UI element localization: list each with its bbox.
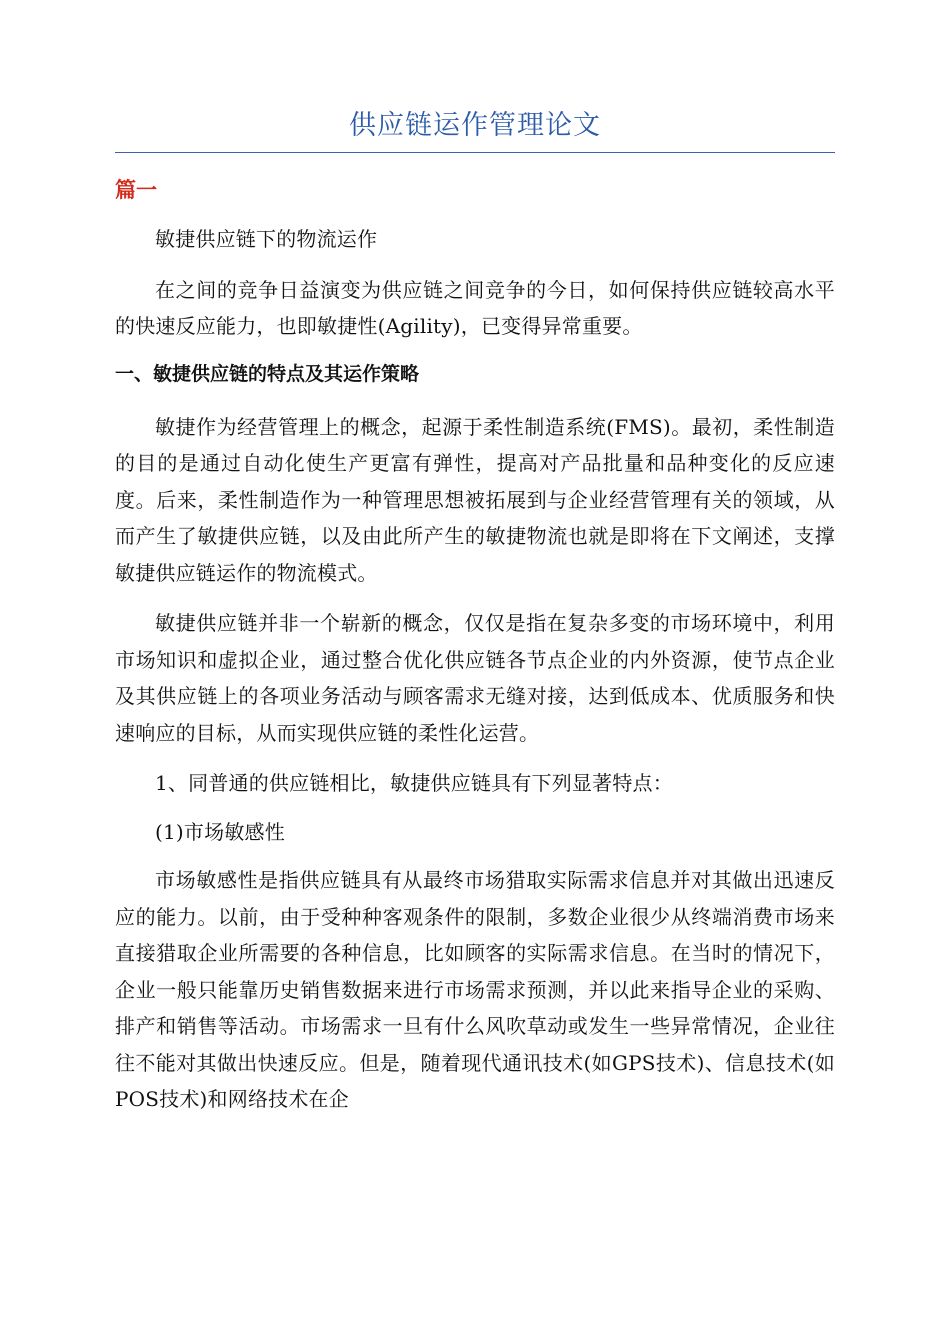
document-page — [115, 108, 835, 1132]
section-heading: 一、敏捷供应链的特点及其运作策略 — [115, 362, 420, 385]
article-subtitle: 敏捷供应链下的物流运作 — [155, 227, 378, 251]
document-title: 供应链运作管理论文 — [349, 110, 601, 141]
list-item: 1、同普通的供应链相比，敏捷供应链具有下列显著特点： — [155, 771, 673, 795]
body-paragraph: 敏捷供应链并非一个崭新的概念，仅仅是指在复杂多变的市场环境中，利用市场知识和虚拟企业，通过整合优化供应链各节点企业的内外资源，使节点企业及其供应链上的各项业务活动与顾客需求无缝对接，达到低成本、优质服务和快速响应的目标，从而实现供应链的柔性化运营。 — [115, 611, 835, 745]
sub-list-item: (1)市场敏感性 — [155, 819, 285, 844]
intro-paragraph: 在之间的竞争日益演变为供应链之间竞争的今日，如何保持供应链较高水平的快速反应能力，也即敏捷性(Agility)，已变得异常重要。 — [115, 277, 835, 338]
title-underline — [115, 152, 835, 153]
body-paragraph: 敏捷作为经营管理上的概念，起源于柔性制造系统(FMS)。最初，柔性制造的目的是通过自动化使生产更富有弹性，提高对产品批量和品种变化的反应速度。后来，柔性制造作为一种管理思想被拓展到与企业经营管理有关的领域，从而产生了敏捷供应链，以及由此所产生的敏捷物流也就是即将在下文阐述，支撑敏捷供应链运作的物流模式。 — [115, 414, 835, 585]
section-label: 篇一 — [115, 178, 157, 202]
body-paragraph: 市场敏感性是指供应链具有从最终市场猎取实际需求信息并对其做出迅速反应的能力。以前，由于受种种客观条件的限制，多数企业很少从终端消费市场来直接猎取企业所需要的各种信息，比如顾客的实际需求信息。在当时的情况下，企业一般只能靠历史销售数据来进行市场需求预测，并以此来指导企业的采购、排产和销售等活动。市场需求一旦有什么风吹草动或发生一些异常情况，企业往往不能对其做出快速反应。但是，随着现代通讯技术(如GPS技术)、信息技术(如POS技术)和网络技术在企 — [115, 868, 835, 1111]
